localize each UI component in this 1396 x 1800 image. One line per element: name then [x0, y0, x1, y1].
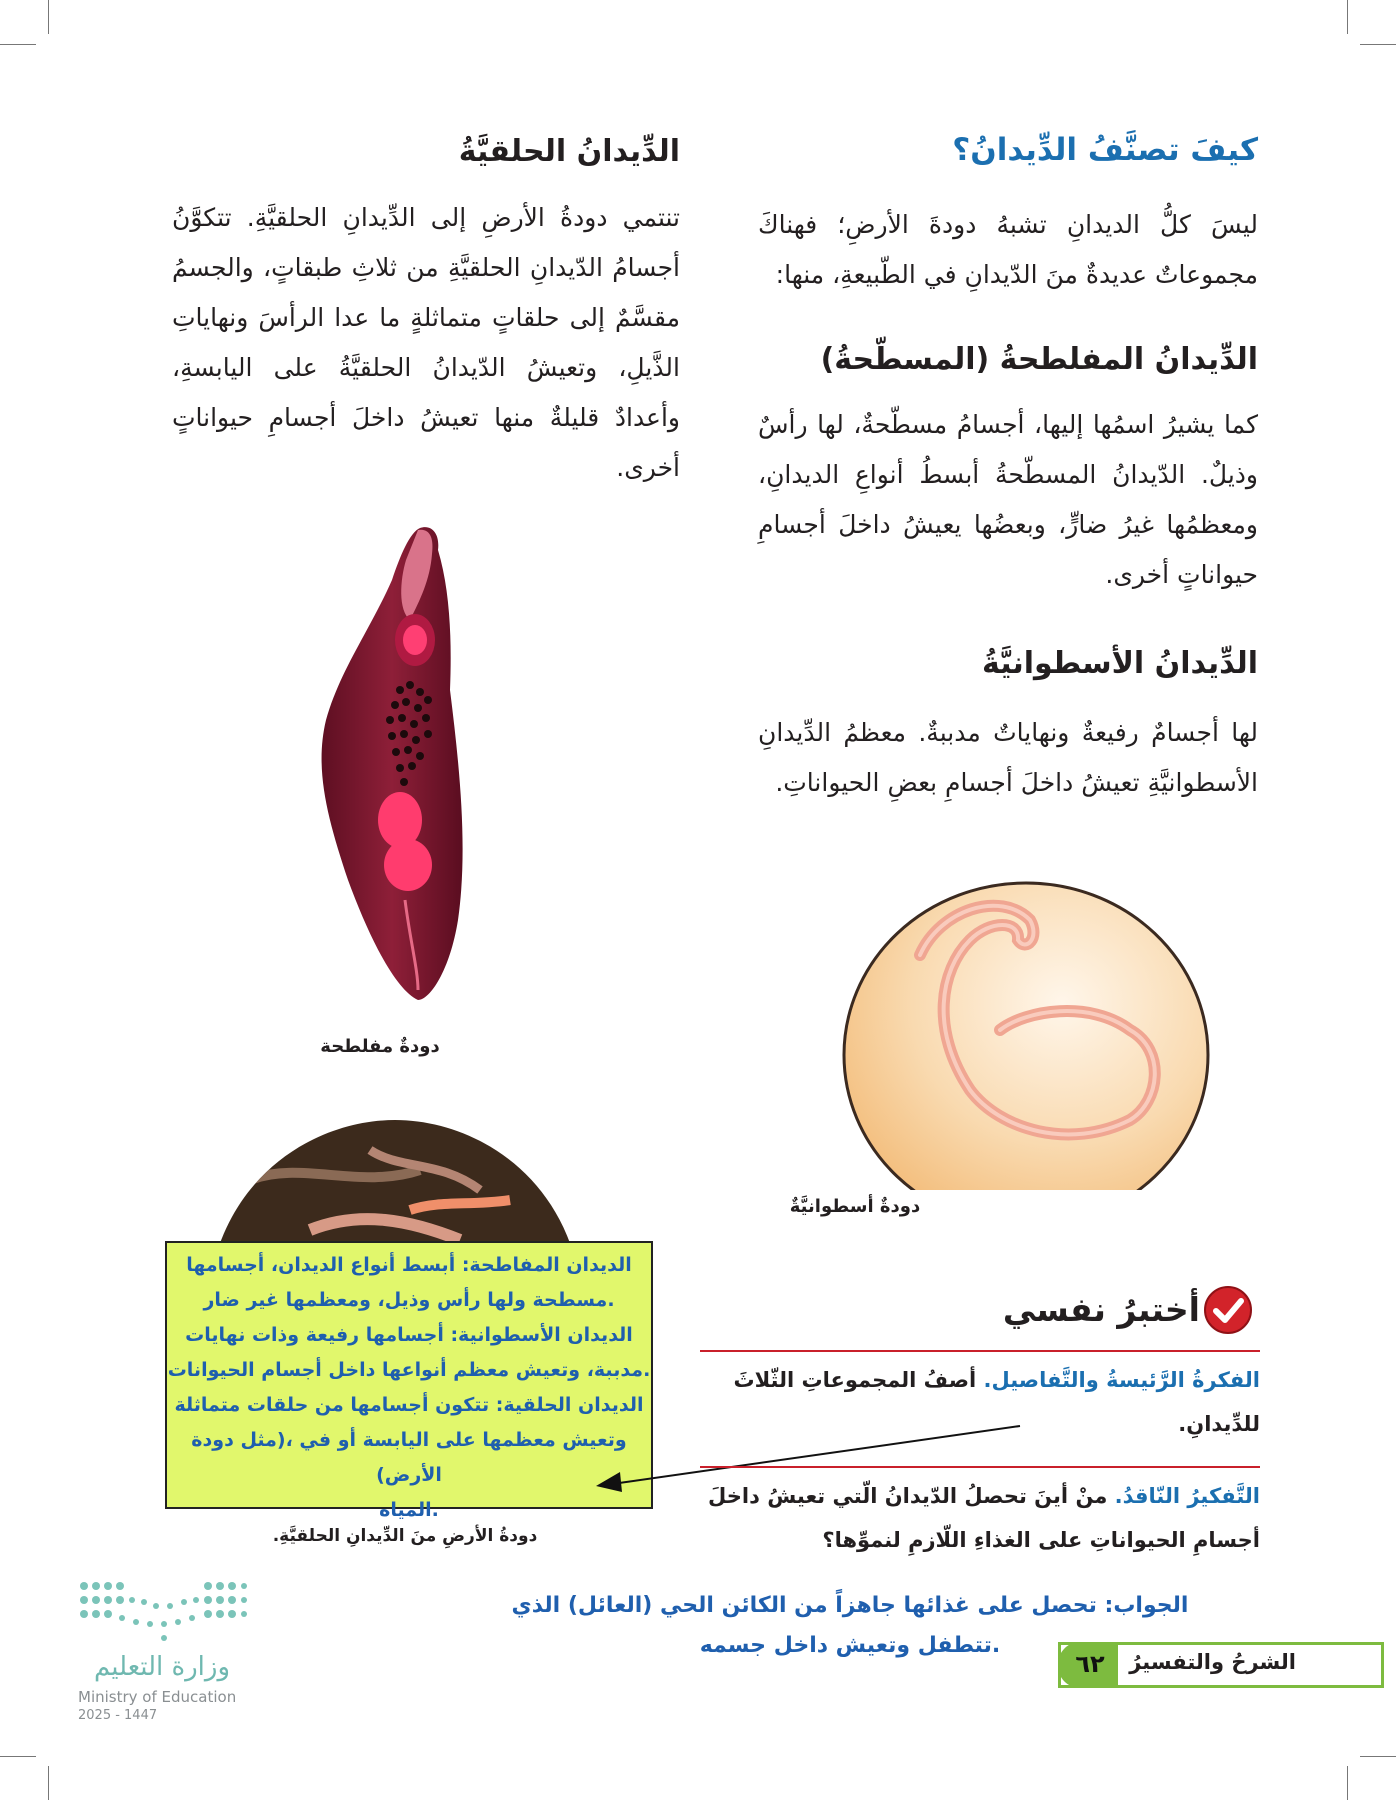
roundworm-image	[830, 880, 1210, 1190]
crop-mark	[1347, 0, 1348, 34]
question-2-label: التَّفكيرُ النّاقدُ.	[1114, 1484, 1260, 1508]
ministry-name-en: Ministry of Education	[78, 1688, 237, 1706]
flatworms-paragraph: كما يشيرُ اسمُها إليها، أجسامُ مسطّحةٌ، لها رأسٌ وذيلٌ. الدّيدانُ المسطّحةُ أبسطُ أنواعِ الديدانِ، ومعظمُها غيرُ ضارٍّ، وبعضُها يعيشُ داخلَ أجسامِ حيواناتٍ أخرى.	[758, 410, 1258, 589]
answer-second-line: .تتطفل وتعيش داخل جسمه	[699, 1633, 1001, 1658]
answer-prefix: الجواب:	[1104, 1593, 1189, 1618]
question-1-text: أصفُ المجموعاتِ الثّلاثَ للدِّيدانِ.	[733, 1368, 1260, 1436]
question-1	[700, 1358, 1260, 1446]
section-title: كيفَ تصنَّفُ الدِّيدانُ؟	[952, 132, 1258, 168]
answer-line: .مسطحة ولها رأس وذيل، ومعظمها غير ضار	[203, 1289, 615, 1311]
checkmark-icon	[1202, 1284, 1254, 1336]
crop-mark	[48, 0, 49, 34]
roundworm-caption: دودةٌ أسطوانيَّةٌ	[789, 1196, 921, 1217]
flatworm-image	[300, 520, 500, 1010]
crop-mark	[1360, 1756, 1396, 1757]
answer-line: .مدببة، وتعيش معظم أنواعها داخل أجسام الحيوانات	[167, 1359, 651, 1381]
flatworm-caption: دودةٌ مفلطحة	[320, 1036, 440, 1057]
ministry-year: 2025 - 1447	[78, 1708, 158, 1723]
question-2-text: منْ أينَ تحصلُ الدّيدانُ الّتي تعيشُ داخلَ أجسامِ الحيواناتِ على الغذاءِ اللّازمِ لنموِّها؟	[708, 1484, 1260, 1552]
self-test-title: أختبرُ نفسي	[1002, 1290, 1200, 1329]
crop-mark	[48, 1766, 49, 1800]
crop-mark	[1347, 1766, 1348, 1800]
answer-line: الديدان المفاطحة: أبسط أنواع الديدان، أجسامها	[186, 1254, 632, 1276]
divider	[700, 1466, 1260, 1468]
annelids-heading: الدِّيدانُ الحلقيَّةُ	[458, 134, 680, 169]
answer-first-line	[440, 1586, 1260, 1626]
answer-line: الديدان الأسطوانية: أجسامها رفيعة وذات نهايات	[185, 1324, 633, 1346]
ministry-logo-icon	[78, 1578, 248, 1650]
answer-line: وتعيش معظمها على اليابسة أو في ،(مثل دودة الأرض)	[191, 1429, 627, 1486]
roundworms-paragraph: لها أجسامٌ رفيعةٌ ونهاياتٌ مدببةٌ. معظمُ الدِّيدانِ الأسطوانيَّةِ تعيشُ داخلَ أجسامِ بعضِ الحيواناتِ.	[758, 718, 1258, 797]
question-2	[700, 1474, 1260, 1562]
crop-mark	[0, 44, 36, 45]
intro-paragraph: ليسَ كلُّ الديدانِ تشبهُ دودةَ الأرضِ؛ فهناكَ مجموعاتٌ عديدةٌ منَ الدّيدانِ في الطّبيعةِ، منها:	[758, 210, 1258, 289]
ministry-name-ar: وزارة التعليم	[93, 1652, 231, 1682]
earthworm-caption: دودةُ الأرضِ منَ الدِّيدانِ الحلقيَّةِ.	[272, 1526, 538, 1546]
annelids-paragraph: تنتمي دودةُ الأرضِ إلى الدِّيدانِ الحلقيَّةِ. تتكوَّنُ أجسامُ الدّيدانِ الحلقيَّةِ من ثلاثِ طبقاتٍ، والجسمُ مقسَّمٌ إلى حلقاتٍ متماثلةٍ ما عدا الرأسَ ونهاياتِ الذَّيلِ، وتعيشُ الدّيدانُ الحلقيَّةُ على اليابسةِ، وأعدادٌ قليلةٌ منها تعيشُ داخلَ أجسامِ حيواناتٍ أخرى.	[172, 203, 680, 482]
roundworms-heading: الدِّيدانُ الأسطوانيَّةُ	[982, 646, 1258, 681]
flatworms-heading: الدِّيدانُ المفلطحةُ (المسطّحةُ)	[820, 342, 1258, 377]
answer-line: .المياه	[379, 1499, 439, 1521]
section-label: الشرحُ والتفسيرُ	[1129, 1650, 1296, 1674]
answer-box	[165, 1241, 653, 1521]
crop-mark	[0, 1756, 36, 1757]
divider	[700, 1350, 1260, 1352]
page-number: ٦٢	[1075, 1650, 1105, 1678]
crop-mark	[1360, 44, 1396, 45]
answer-line: الديدان الحلقية: تتكون أجسامها من حلقات متماثلة	[174, 1394, 644, 1416]
answer-text: تحصل على غذائها جاهزاً من الكائن الحي (العائل) الذي	[511, 1593, 1097, 1618]
question-1-label: الفكرةُ الرَّئيسةُ والتَّفاصيل.	[983, 1368, 1260, 1392]
